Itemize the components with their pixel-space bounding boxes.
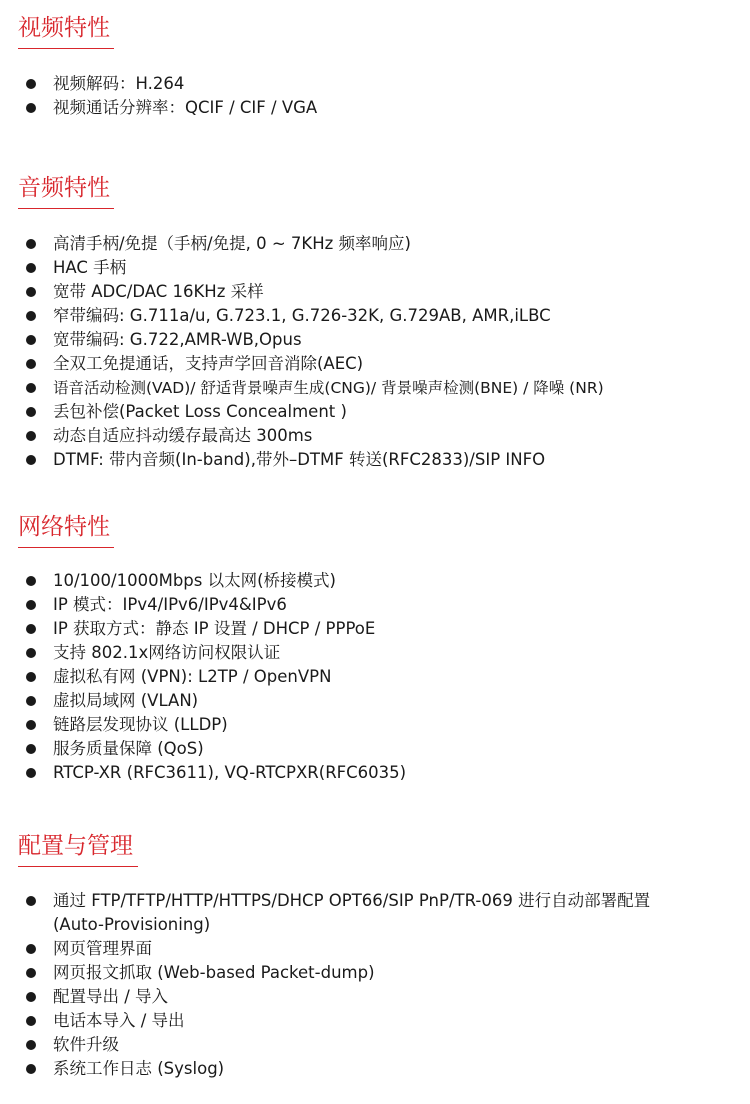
list-item: 电话本导入 / 导出 xyxy=(0,1009,750,1033)
section-title-audio: 音频特性 xyxy=(18,175,110,201)
list-item: 动态自适应抖动缓存最高达 300ms xyxy=(0,424,750,448)
list-item: 全双工免提通话，支持声学回音消除(AEC) xyxy=(0,352,750,376)
list-item: 虚拟局域网 (VLAN) xyxy=(0,689,750,713)
section-underline xyxy=(18,866,138,867)
bullet-icon xyxy=(26,720,36,730)
list-item: 网页管理界面 xyxy=(0,937,750,961)
list-item: 高清手柄/免提（手柄/免提, 0 ~ 7KHz 频率响应) xyxy=(0,232,750,256)
list-item: 配置导出 / 导入 xyxy=(0,985,750,1009)
bullet-icon xyxy=(26,600,36,610)
bullet-icon xyxy=(26,744,36,754)
list-item: 服务质量保障 (QoS) xyxy=(0,737,750,761)
list-item: 视频通话分辨率：QCIF / CIF / VGA xyxy=(0,96,750,120)
list-item: 语音活动检测(VAD)/ 舒适背景噪声生成(CNG)/ 背景噪声检测(BNE) / 降噪 (NR) xyxy=(0,376,750,400)
list-item: DTMF: 带内音频(In-band),带外–DTMF 转送(RFC2833)/SIP INFO xyxy=(0,448,750,472)
bullet-icon xyxy=(26,239,36,249)
bullet-icon xyxy=(26,648,36,658)
list-item: 视频解码：H.264 xyxy=(0,72,750,96)
bullet-icon xyxy=(26,103,36,113)
list-item: HAC 手柄 xyxy=(0,256,750,280)
bullet-icon xyxy=(26,624,36,634)
bullet-icon xyxy=(26,383,36,393)
bullet-icon xyxy=(26,311,36,321)
list-item: 网页报文抓取 (Web-based Packet-dump) xyxy=(0,961,750,985)
feature-list-management xyxy=(0,889,750,1081)
feature-list-network xyxy=(0,569,750,785)
list-item: 宽带编码: G.722,AMR-WB,Opus xyxy=(0,328,750,352)
bullet-icon xyxy=(26,968,36,978)
list-item: IP 模式：IPv4/IPv6/IPv4&IPv6 xyxy=(0,593,750,617)
bullet-icon xyxy=(26,896,36,906)
bullet-icon xyxy=(26,287,36,297)
bullet-icon xyxy=(26,407,36,417)
list-item: 丢包补偿(Packet Loss Concealment ) xyxy=(0,400,750,424)
list-item: RTCP-XR (RFC3611), VQ-RTCPXR(RFC6035) xyxy=(0,761,750,785)
bullet-icon xyxy=(26,335,36,345)
bullet-icon xyxy=(26,1064,36,1074)
list-item: 宽带 ADC/DAC 16KHz 采样 xyxy=(0,280,750,304)
bullet-icon xyxy=(26,768,36,778)
bullet-icon xyxy=(26,576,36,586)
list-item: IP 获取方式：静态 IP 设置 / DHCP / PPPoE xyxy=(0,617,750,641)
section-title-management: 配置与管理 xyxy=(18,833,133,859)
list-item: 虚拟私有网 (VPN): L2TP / OpenVPN xyxy=(0,665,750,689)
section-underline xyxy=(18,208,114,209)
section-title-video: 视频特性 xyxy=(18,15,110,41)
list-item: 10/100/1000Mbps 以太网(桥接模式) xyxy=(0,569,750,593)
section-title-network: 网络特性 xyxy=(18,514,110,540)
section-underline xyxy=(18,48,114,49)
bullet-icon xyxy=(26,431,36,441)
list-item: 支持 802.1x网络访问权限认证 xyxy=(0,641,750,665)
bullet-icon xyxy=(26,79,36,89)
bullet-icon xyxy=(26,944,36,954)
section-underline xyxy=(18,547,114,548)
bullet-icon xyxy=(26,1040,36,1050)
list-item: 链路层发现协议 (LLDP) xyxy=(0,713,750,737)
list-item: 通过 FTP/TFTP/HTTP/HTTPS/DHCP OPT66/SIP PnP/TR-069 进行自动部署配置 (Auto-Provisioning) xyxy=(0,889,750,937)
bullet-icon xyxy=(26,672,36,682)
bullet-icon xyxy=(26,359,36,369)
list-item: 窄带编码: G.711a/u, G.723.1, G.726-32K, G.729AB, AMR,iLBC xyxy=(0,304,750,328)
feature-list-audio xyxy=(0,232,750,472)
bullet-icon xyxy=(26,696,36,706)
list-item: 软件升级 xyxy=(0,1033,750,1057)
list-item: 系统工作日志 (Syslog) xyxy=(0,1057,750,1081)
bullet-icon xyxy=(26,455,36,465)
bullet-icon xyxy=(26,263,36,273)
feature-list-video xyxy=(0,72,750,120)
bullet-icon xyxy=(26,1016,36,1026)
bullet-icon xyxy=(26,992,36,1002)
